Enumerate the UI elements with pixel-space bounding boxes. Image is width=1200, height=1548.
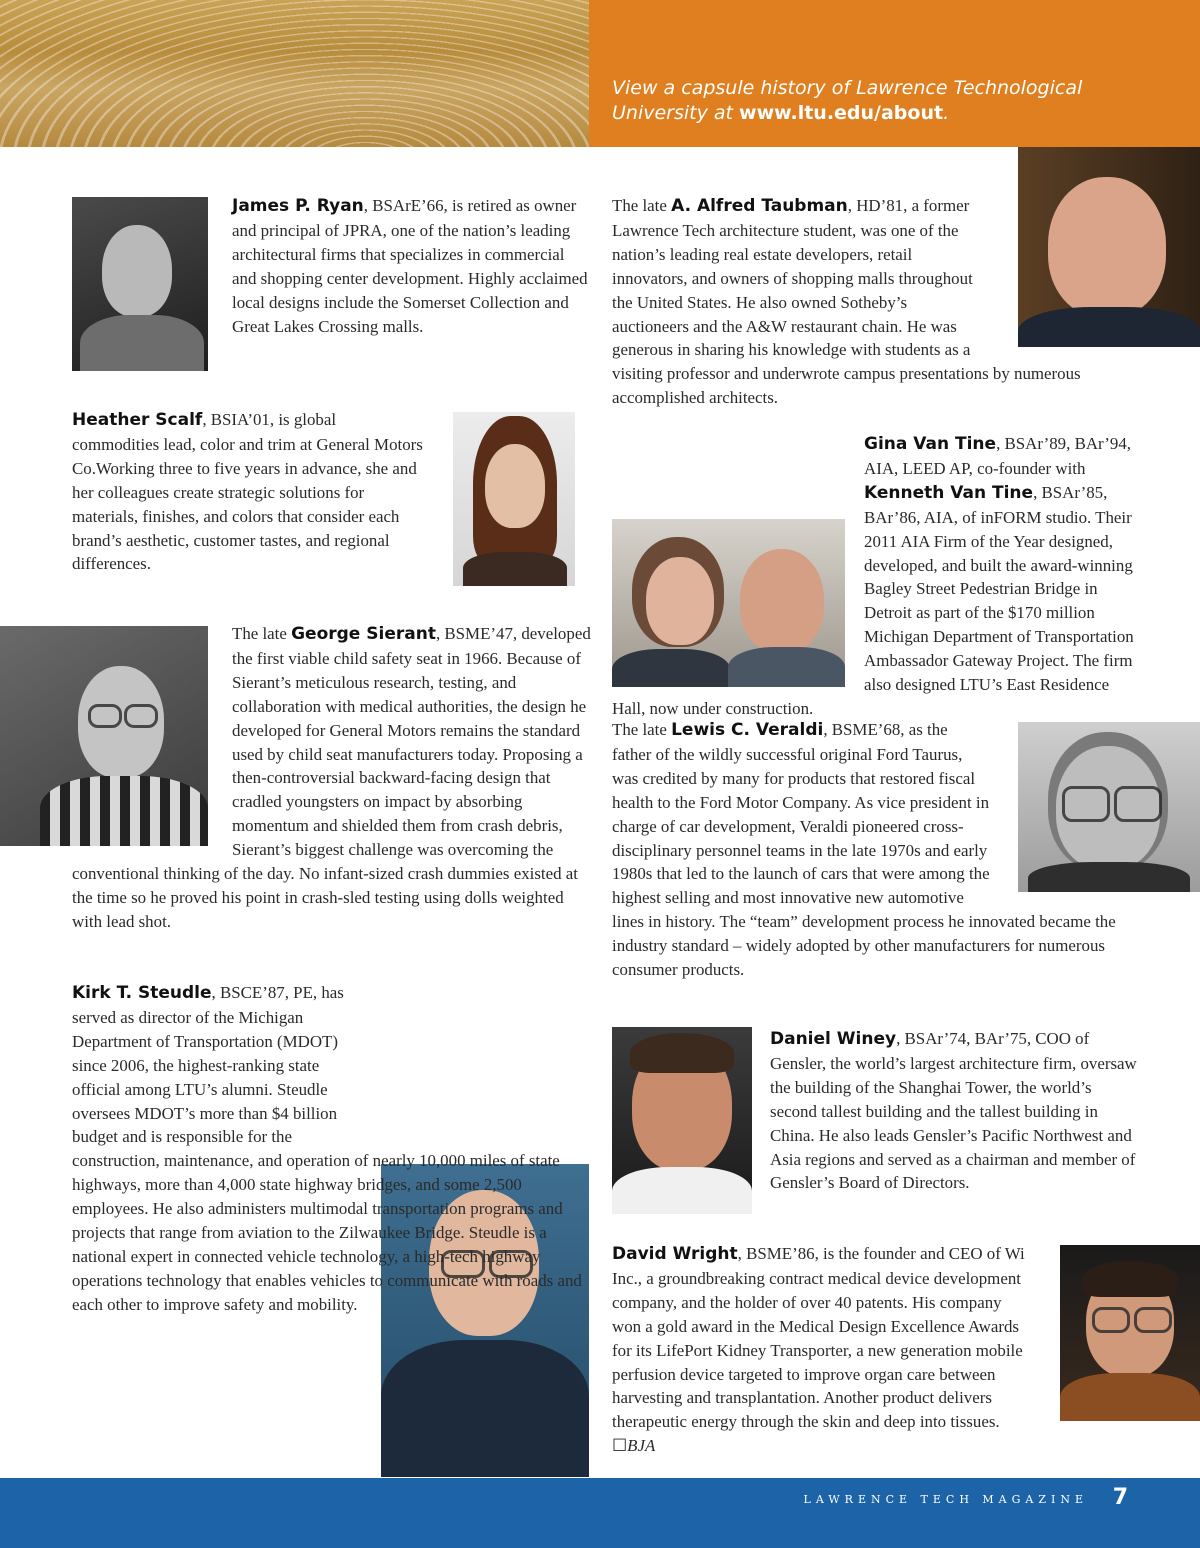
heather-scalf-photo <box>453 412 575 586</box>
person-name: Heather Scalf <box>72 410 203 430</box>
person-name: A. Alfred Taubman <box>671 196 848 216</box>
bio-van-tine: Gina Van Tine, BSAr’89, BAr’94, AIA, LEED AP, co-founder with Kenneth Van Tine, BSAr’85, BAr’86, AIA, of inFORM studio. Their 2011 AIA Firm of the Year designed, developed, and built the award-winning Bagley Street Pedestrian Bridge in Detroit as part of the $170 million Michigan Department of Transportation Ambassador Gateway Project. The firm also designed LTU’s East Residence Hall, now under construction. <box>612 434 1134 718</box>
footer-bar <box>0 1478 1200 1548</box>
bio-lewis-veraldi: The late Lewis C. Veraldi, BSME’68, as the father of the wildly successful original Ford Taurus, was credited by many for products that restored fiscal health to the Ford Motor Company. As vice president in charge of car development, Veraldi pioneered cross-disciplinary personnel teams in the late 1970s and early 1980s that led to the launch of cars that were among the highest selling and most innovative new automotive lines in history. The “team” development process he innovated became the industry standard – widely adopted by other manufacturers for numerous consumer products. <box>612 720 1116 980</box>
magazine-name: LAWRENCE TECH MAGAZINE <box>803 1493 1088 1506</box>
person-name: James P. Ryan <box>232 196 364 216</box>
person-name: Gina Van Tine <box>864 434 997 454</box>
james-ryan-photo <box>72 197 208 371</box>
banner-caption: View a capsule history of Lawrence Technological University at www.ltu.edu/about. <box>612 77 1083 124</box>
person-name: Kirk T. Steudle <box>72 983 212 1003</box>
bio-alfred-taubman: The late A. Alfred Taubman, HD’81, a former Lawrence Tech architecture student, was one of the nation’s leading real estate developers, retail innovators, and owners of shopping malls throughout the United States. He also owned Sotheby’s auctioneers and the A&W restaurant chain. He was generous in sharing his knowledge with students as a visiting professor and underwrote campus presentations by numerous accomplished architects. <box>612 196 1081 408</box>
page-number: 7 <box>1112 1485 1128 1510</box>
bio-david-wright: David Wright, BSME’86, is the founder and CEO of Wi Inc., a groundbreaking contract medical device development company, and the holder of over 40 patents. His company won a gold award in the Medical Design Excellence Awards for its LifePort Kidney Transporter, a new generation mobile perfusion device targeted to improve organ care between harvesting and transplantation. Another product delivers therapeutic energy through the skin and deep into tissues. ☐BJA <box>612 1244 1025 1456</box>
person-name: George Sierant <box>291 624 436 644</box>
bio-george-sierant: The late George Sierant, BSME’47, developed the first viable child safety seat in 1966. Because of Sierant’s meticulous research, testing, and collaboration with medical authorities, the design he developed for General Motors remains the standard used by child seat manufacturers today. Proposing a then-controversial backward-facing design that cradled youngsters on impact by absorbing momentum and shielded them from crash debris, Sierant’s biggest challenge was overcoming the conventional thinking of the day. No infant-sized crash dummies existed at the time so he proved his point in crash-sled testing using dolls weighted with lead shot. <box>72 624 591 931</box>
person-name: Daniel Winey <box>770 1029 897 1049</box>
bio-james-ryan: James P. Ryan, BSArE’66, is retired as owner and principal of JPRA, one of the nation’s leading architectural firms that specializes in commercial and shopping center development. Highly acclaimed local designs include the Somerset Collection and Great Lakes Crossing malls. <box>232 196 588 336</box>
end-mark: ☐ <box>612 1436 628 1456</box>
bio-heather-scalf: Heather Scalf, BSIA’01, is global commodities lead, color and trim at General Motors Co.Working three to five years in advance, she and her colleagues create strategic solutions for materials, finishes, and colors that consider each brand’s aesthetic, customer tastes, and regional differences. <box>72 410 423 574</box>
ltu-about-link[interactable]: www.ltu.edu/about <box>739 102 944 124</box>
person-name: Kenneth Van Tine <box>864 482 1034 503</box>
banner-water-photo <box>0 0 589 147</box>
person-name: David Wright <box>612 1244 738 1264</box>
person-name: Lewis C. Veraldi <box>671 720 824 740</box>
bio-kirk-steudle: Kirk T. Steudle, BSCE’87, PE, has served as director of the Michigan Department of Transportation (MDOT) since 2006, the highest-ranking state official among LTU’s alumni. Steudle oversees MDOT’s more than $4 billion budget and is responsible for the construction, maintenance, and operation of nearly 10,000 miles of state highways, more than 4,000 state highway bridges, and some 2,500 employees. He also administers multimodal transportation programs and projects that range from aviation to the Zilwaukee Bridge. Steudle is a national expert in connected vehicle technology, a high-tech highway operations technology that enables vehicles to communicate with roads and each other to improve safety and mobility. <box>72 983 582 1314</box>
author-initials: BJA <box>627 1436 656 1456</box>
daniel-winey-photo <box>612 1027 752 1214</box>
bio-daniel-winey: Daniel Winey, BSAr’74, BAr’75, COO of Gensler, the world’s largest architecture firm, oversaw the building of the Shanghai Tower, the world’s second tallest building and the tallest building in China. He also leads Gensler’s Pacific Northwest and Asia regions and served as a chairman and member of Gensler’s Board of Directors. <box>770 1029 1137 1193</box>
